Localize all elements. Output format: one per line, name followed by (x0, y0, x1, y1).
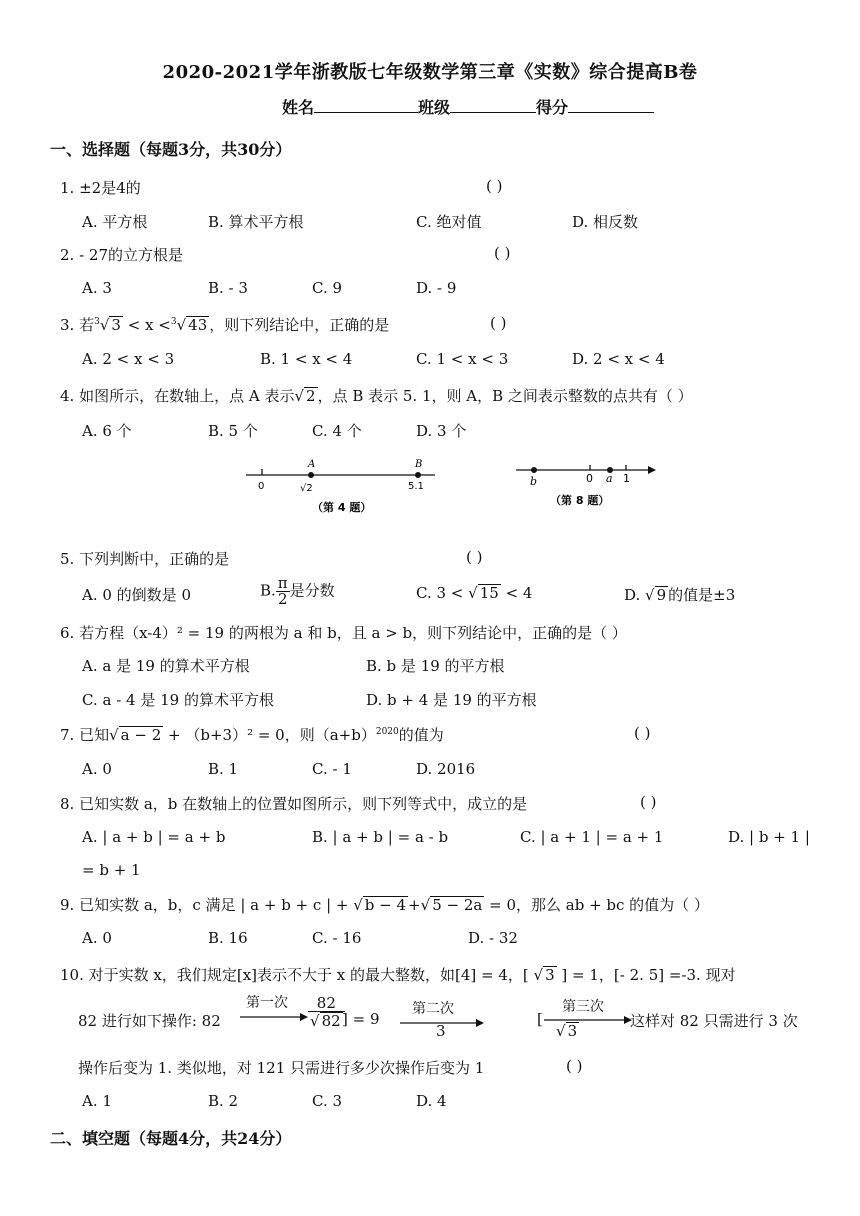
option-b[interactable]: B. 2 (208, 1092, 239, 1110)
answer-paren[interactable]: ( ) (640, 793, 657, 811)
answer-paren[interactable]: ( ) (566, 1057, 583, 1075)
section-heading-choice: 一、选择题（每题3分，共30分） (50, 140, 292, 159)
option-d[interactable]: D. 2 < x < 4 (572, 350, 665, 368)
question-10-line-1: 10. 对于实数 x，我们规定[x]表示不大于 x 的最大整数，如[4] = 4，[ √ 3 ] = 1，[- 2. 5] =-3. 现对 (60, 966, 736, 984)
option-a[interactable]: A. 0 的倒数是 0 (82, 586, 191, 604)
answer-paren[interactable]: ( ) (486, 177, 503, 195)
point-b-label: b (530, 475, 538, 488)
section-heading-fill-in: 二、填空题（每题4分，共24分） (50, 1129, 292, 1148)
name-label: 姓名 (282, 98, 315, 117)
option-d[interactable]: D. 相反数 (572, 213, 639, 231)
bracket-open: [ (537, 1010, 543, 1028)
option-a[interactable]: A. 2 < x < 3 (82, 350, 175, 368)
option-c[interactable]: C. 绝对值 (416, 213, 482, 231)
question-7-stem: 7. 已知√ a − 2 + （b+3）² = 0，则$(a+b)^{2020}$的值为 (60, 726, 444, 744)
student-info (282, 95, 654, 118)
point-a-label: A (308, 459, 316, 470)
page-title: 2020-2021学年浙教版七年级数学第三章《实数》综合提高B卷 (162, 62, 698, 83)
option-a[interactable]: A. a 是 19 的算术平方根 (82, 657, 250, 675)
question-10-line-3: 操作后变为 1. 类似地，对 121 只需进行多少次操作后变为 1 (78, 1059, 485, 1077)
tick-one: 1 (623, 472, 630, 485)
question-10-line-2-start: 82 进行如下操作: 82 (78, 1012, 221, 1030)
arrow-icon (240, 1012, 310, 1022)
result-9: ] = 9 (342, 1010, 380, 1028)
option-c[interactable]: C. 3 (312, 1092, 343, 1110)
answer-paren[interactable]: ( ) (466, 548, 483, 566)
option-c[interactable]: C. 4 个 (312, 422, 362, 440)
question-4-stem: 4. 如图所示，在数轴上，点 A 表示√ 2 ，点 B 表示 5. 1，则 A，B 之间表示整数的点共有（ ） (60, 387, 693, 405)
option-a[interactable]: A. 1 (82, 1092, 112, 1110)
name-blank[interactable] (314, 98, 418, 113)
option-b[interactable]: B. - 3 (208, 279, 248, 297)
option-d[interactable]: D. | b + 1 | (728, 828, 810, 846)
fraction-denominator-3: 3 (436, 1022, 446, 1040)
question-6-stem: 6. 若方程（x-4）² = 19 的两根为 a 和 b，且 a > b，则下列结论中，正确的是（ ） (60, 624, 627, 642)
option-a[interactable]: A. 平方根 (82, 213, 148, 231)
class-blank[interactable] (450, 98, 536, 113)
option-a[interactable]: A. 0 (82, 760, 112, 778)
question-8-stem: 8. 已知实数 a，b 在数轴上的位置如图所示，则下列等式中，成立的是 (60, 795, 528, 813)
question-2-stem: 2. - 27的立方根是 (60, 246, 184, 264)
option-d[interactable]: D. √ 9 的值是±3 (624, 586, 736, 604)
pi-over-2: $\frac{\pi}{2}$ (277, 574, 288, 608)
option-d[interactable]: D. 2016 (416, 760, 476, 778)
option-d[interactable]: D. - 32 (468, 929, 518, 947)
option-b[interactable]: B. $\frac{\pi}{2}$ 是分数 (260, 574, 335, 608)
option-c[interactable]: C. | a + 1 | = a + 1 (520, 828, 664, 846)
option-b[interactable]: B. b 是 19 的平方根 (366, 657, 505, 675)
class-label: 班级 (418, 98, 451, 117)
option-c[interactable]: C. 1 < x < 3 (416, 350, 509, 368)
answer-paren[interactable]: ( ) (634, 724, 651, 742)
option-c[interactable]: C. - 16 (312, 929, 362, 947)
tick-sqrt2: √2 (300, 483, 313, 494)
question-3-stem: 3. 若$^3$√ 3 < x <$^3$√ 43 ，则下列结论中，正确的是 (60, 316, 390, 334)
option-a[interactable]: A. 3 (82, 279, 112, 297)
question-1-stem: 1. ±2是4的 (60, 179, 141, 197)
option-d[interactable]: D. - 9 (416, 279, 457, 297)
tick-5-1: 5.1 (408, 481, 424, 492)
option-c[interactable]: C. 9 (312, 279, 343, 297)
option-a[interactable]: A. 0 (82, 929, 112, 947)
question-5-stem: 5. 下列判断中，正确的是 (60, 550, 230, 568)
option-c[interactable]: C. - 1 (312, 760, 352, 778)
option-b[interactable]: B. 16 (208, 929, 248, 947)
step-1-label: 第一次 (246, 995, 288, 1011)
option-b[interactable]: B. 1 (208, 760, 239, 778)
option-d-continued: = b + 1 (82, 861, 141, 879)
point-b-label: B (415, 459, 423, 470)
tick-zero: 0 (258, 481, 265, 492)
option-c[interactable]: C. a - 4 是 19 的算术平方根 (82, 691, 274, 709)
figure-caption: （第 4 题） (312, 501, 372, 514)
option-b[interactable]: B. 算术平方根 (208, 213, 304, 231)
score-blank[interactable] (568, 98, 654, 113)
number-line-figure-q4 (240, 455, 440, 517)
option-a[interactable]: A. | a + b | = a + b (82, 828, 226, 846)
fraction-denominator-root3: √ 3 (556, 1022, 578, 1040)
option-b[interactable]: B. | a + b | = a - b (312, 828, 449, 846)
option-d[interactable]: D. b + 4 是 19 的平方根 (366, 691, 537, 709)
point-a-label: a (606, 472, 613, 485)
option-b[interactable]: B. 1 < x < 4 (260, 350, 353, 368)
step-3-label: 第三次 (562, 999, 604, 1015)
option-a[interactable]: A. 6 个 (82, 422, 132, 440)
step-2-label: 第二次 (412, 1001, 454, 1017)
option-b[interactable]: B. 5 个 (208, 422, 258, 440)
option-d[interactable]: D. 3 个 (416, 422, 467, 440)
option-c[interactable]: C. 3 < √ 15 < 4 (416, 584, 533, 602)
score-label: 得分 (536, 98, 569, 117)
number-line-figure-q8 (512, 455, 662, 517)
question-9-stem: 9. 已知实数 a，b，c 满足 | a + b + c | + √ b − 4 +√ 5 − 2a = 0，那么 ab + bc 的值为（ ） (60, 896, 709, 914)
question-10-line-2-end: 这样对 82 只需进行 3 次 (630, 1012, 798, 1030)
tick-zero: 0 (586, 472, 593, 485)
option-d[interactable]: D. 4 (416, 1092, 447, 1110)
answer-paren[interactable]: ( ) (494, 244, 511, 262)
fraction-82-over-root82: $\frac{82}{√ 82}$ (308, 996, 345, 1029)
figure-caption: （第 8 题） (550, 494, 610, 507)
answer-paren[interactable]: ( ) (490, 314, 507, 332)
